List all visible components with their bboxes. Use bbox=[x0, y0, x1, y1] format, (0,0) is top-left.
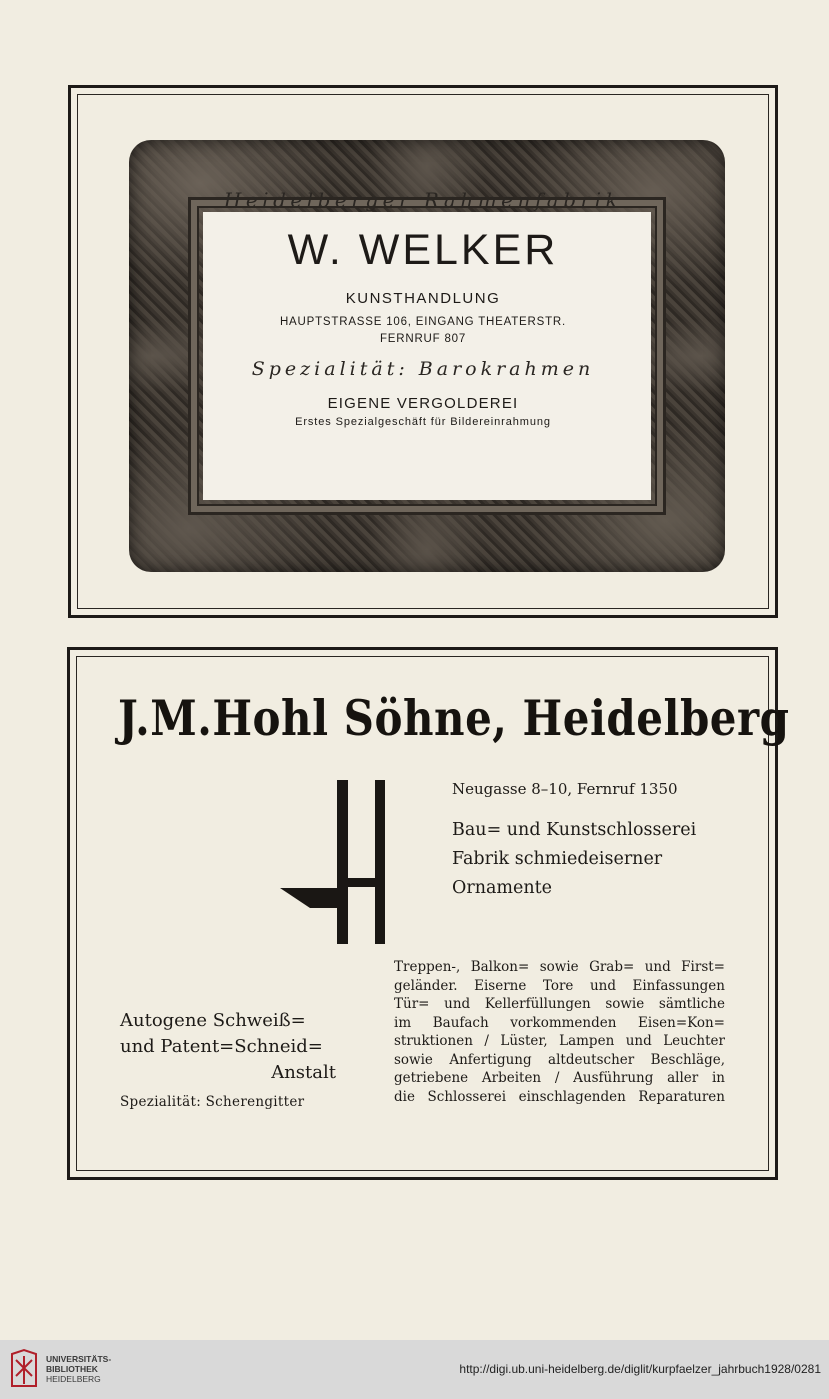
description-line: struktionen / Lüster, Lampen und Leuchter bbox=[394, 1033, 725, 1049]
library-footer bbox=[0, 1340, 829, 1399]
welding-line: Autogene Schweiß= bbox=[120, 1010, 306, 1031]
hohl-welding-block bbox=[120, 1008, 336, 1110]
welker-phone: FERNRUF 807 bbox=[379, 333, 467, 345]
university-logo-icon bbox=[8, 1346, 40, 1390]
hohl-service-line: Ornamente bbox=[452, 878, 553, 898]
description-line: die Schlosserei einschlagenden Reparaturen bbox=[394, 1088, 725, 1105]
welding-specialty: Spezialität: Scherengitter bbox=[120, 1094, 305, 1110]
welker-tagline: Erstes Spezialgeschäft für Bildereinrahmung bbox=[295, 416, 551, 428]
welker-name: W. WELKER bbox=[287, 226, 559, 274]
description-line: sowie Anfertigung altdeutscher Beschläge, bbox=[394, 1051, 725, 1068]
description-line: getriebene Arbeiten / Ausführung aller in bbox=[394, 1070, 725, 1086]
hohl-h-logo-icon bbox=[280, 778, 395, 948]
description-line: geländer. Eiserne Tore und Einfassungen bbox=[394, 977, 725, 994]
welker-business: KUNSTHANDLUNG bbox=[345, 290, 501, 307]
hohl-description bbox=[394, 958, 725, 1106]
library-name bbox=[46, 1354, 111, 1384]
welker-address: HAUPTSTRASSE 106, EINGANG THEATERSTR. bbox=[279, 316, 567, 328]
description-line: Treppen-, Balkon= sowie Grab= und First= bbox=[394, 959, 725, 975]
library-name-line: BIBLIOTHEK bbox=[46, 1364, 98, 1374]
welker-advertisement bbox=[68, 85, 778, 618]
hohl-advertisement bbox=[67, 647, 790, 1180]
hohl-title: J.M.Hohl Söhne, Heidelberg bbox=[118, 690, 790, 747]
welker-specialty: Spezialität: Barokrahmen bbox=[251, 358, 595, 380]
welding-line: Anstalt bbox=[271, 1062, 336, 1083]
welker-subtitle: Heidelberger Rahmenfabrik bbox=[223, 188, 623, 212]
welker-gilding: EIGENE VERGOLDEREI bbox=[327, 395, 519, 412]
hohl-service-line: Bau= und Kunstschlosserei bbox=[452, 820, 697, 840]
description-line: im Baufach vorkommenden Eisen=Kon= bbox=[394, 1014, 725, 1031]
library-name-line: UNIVERSITÄTS- bbox=[46, 1354, 112, 1364]
description-line: Tür= und Kellerfüllungen sowie sämtliche bbox=[394, 996, 725, 1012]
hohl-address: Neugasse 8–10, Fernruf 1350 bbox=[452, 780, 678, 798]
page-url-link[interactable]: http://digi.ub.uni-heidelberg.de/diglit/kurpfaelzer_jahrbuch1928/0281 bbox=[459, 1362, 821, 1376]
hohl-service-line: Fabrik schmiedeiserner bbox=[452, 849, 663, 869]
welding-line: und Patent=Schneid= bbox=[120, 1036, 323, 1057]
library-name-line: HEIDELBERG bbox=[46, 1374, 101, 1384]
